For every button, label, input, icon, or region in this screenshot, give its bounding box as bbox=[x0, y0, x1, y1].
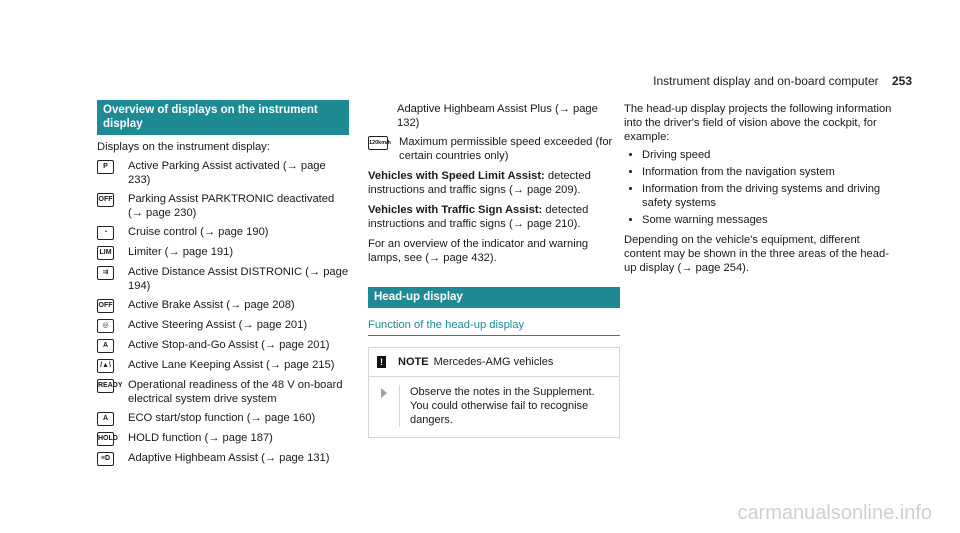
indicator-symbol-icon: ≡D bbox=[97, 452, 114, 466]
traffic-sign-assist-desc: detected instructions and traffic signs (→ page 210). bbox=[368, 204, 589, 230]
speed-limit-assist-label: Vehicles with Speed Limit Assist: bbox=[368, 170, 545, 182]
display-list-item-text: Active Brake Assist (→ page 208) bbox=[128, 299, 295, 311]
bullet-item: • Information from the driving systems and driving safety systems bbox=[642, 182, 894, 210]
note-body bbox=[369, 377, 619, 437]
display-list bbox=[97, 159, 349, 466]
display-list-item bbox=[97, 318, 349, 333]
display-list-item bbox=[97, 265, 349, 293]
column-3 bbox=[624, 102, 894, 275]
display-list-item-text: Operational readiness of the 48 V on-board electrical system drive system bbox=[128, 379, 343, 405]
head-up-outro: Depending on the vehicle's equipment, different content may be shown in the three areas of the head-up display (→ page 254). bbox=[624, 234, 889, 274]
display-list-item-text: HOLD function (→ page 187) bbox=[128, 432, 273, 444]
indicator-symbol-icon: A bbox=[97, 412, 114, 426]
indicator-symbol-icon: OFF bbox=[97, 299, 114, 313]
display-list-item bbox=[97, 411, 349, 426]
note-title: NOTE bbox=[398, 356, 429, 368]
display-list-item bbox=[97, 431, 349, 446]
display-list-item-text: Active Stop-and-Go Assist (→ page 201) bbox=[128, 339, 330, 351]
display-list-item-text: Adaptive Highbeam Assist (→ page 131) bbox=[128, 452, 330, 464]
indicator-symbol-icon: P bbox=[97, 160, 114, 174]
bullet-item: • Information from the navigation system bbox=[642, 165, 894, 179]
indicator-symbol-icon: OFF bbox=[97, 193, 114, 207]
header-section-title: Instrument display and on-board computer bbox=[653, 74, 879, 88]
display-list-item bbox=[97, 225, 349, 240]
speed-limit-text: Maximum permissible speed exceeded (for certain countries only) bbox=[399, 136, 613, 162]
subheading-head-up-function: Function of the head-up display bbox=[368, 318, 620, 336]
page-number: 253 bbox=[891, 74, 912, 88]
head-up-bullet-list bbox=[624, 148, 894, 227]
display-list-item-text: Cruise control (→ page 190) bbox=[128, 226, 269, 238]
traffic-sign-assist-label: Vehicles with Traffic Sign Assist: bbox=[368, 204, 543, 216]
indicator-overview-text: For an overview of the indicator and warning lamps, see (→ page 432). bbox=[368, 238, 589, 264]
display-list-item-text: Active Steering Assist (→ page 201) bbox=[128, 319, 308, 331]
display-list-item-text: ECO start/stop function (→ page 160) bbox=[128, 412, 316, 424]
bullet-item: • Driving speed bbox=[642, 148, 894, 162]
display-list-item-text: Active Distance Assist DISTRONIC (→ page 194) bbox=[128, 266, 349, 292]
display-list-item-text: Parking Assist PARKTRONIC deactivated (→ page 230) bbox=[128, 193, 335, 219]
column-2 bbox=[368, 102, 620, 438]
column-1 bbox=[97, 100, 349, 466]
indicator-symbol-icon: /▲\ bbox=[97, 359, 114, 373]
display-list-item bbox=[97, 338, 349, 353]
highbeam-plus-icon bbox=[368, 103, 383, 115]
arrow-right-icon bbox=[381, 388, 387, 398]
section-heading-overview: Overview of displays on the instrument display bbox=[97, 100, 349, 135]
speed-limit-icon: 120km/h bbox=[368, 136, 388, 150]
display-list-item-text: Limiter (→ page 191) bbox=[128, 246, 234, 258]
indicator-symbol-icon: ⇉ bbox=[97, 266, 114, 280]
section-heading-head-up: Head-up display bbox=[368, 287, 620, 308]
traffic-sign-assist-paragraph bbox=[368, 203, 620, 231]
indicator-symbol-icon: LIM bbox=[97, 246, 114, 260]
display-list-item-text: Active Parking Assist activated (→ page 233) bbox=[128, 160, 326, 186]
indicator-symbol-icon: HOLD bbox=[97, 432, 114, 446]
warning-icon: ! bbox=[377, 356, 386, 368]
note-box bbox=[368, 347, 620, 438]
display-list-item bbox=[97, 451, 349, 466]
display-list-item bbox=[97, 298, 349, 313]
watermark: carmanualsonline.info bbox=[737, 502, 932, 524]
display-list-item bbox=[97, 358, 349, 373]
display-list-item bbox=[97, 245, 349, 260]
indicator-symbol-icon: READY bbox=[97, 379, 114, 393]
display-list-item bbox=[97, 192, 349, 220]
display-list-item-text: Active Lane Keeping Assist (→ page 215) bbox=[128, 359, 335, 371]
highbeam-plus-text: Adaptive Highbeam Assist Plus (→ page 132) bbox=[397, 103, 598, 129]
indicator-symbol-icon: ◎ bbox=[97, 319, 114, 333]
speed-limit-assist-desc: detected instructions and traffic signs (→ page 209). bbox=[368, 170, 591, 196]
speed-limit-assist-paragraph bbox=[368, 169, 620, 197]
note-header bbox=[369, 348, 619, 377]
indicator-symbol-icon: A bbox=[97, 339, 114, 353]
indicator-symbol-icon: ◔ bbox=[97, 226, 114, 240]
head-up-intro: The head-up display projects the following information into the driver's field of vision above the cockpit, for example: bbox=[624, 103, 892, 143]
note-label: Mercedes-AMG vehicles bbox=[433, 356, 554, 368]
intro-text: Displays on the instrument display: bbox=[97, 141, 270, 153]
bullet-item: • Some warning messages bbox=[642, 213, 894, 227]
page-header bbox=[653, 74, 912, 88]
display-list-item bbox=[97, 378, 349, 406]
note-body-text: Observe the notes in the Supplement. You could otherwise fail to recognise dangers. bbox=[410, 386, 595, 426]
display-list-item bbox=[97, 159, 349, 187]
